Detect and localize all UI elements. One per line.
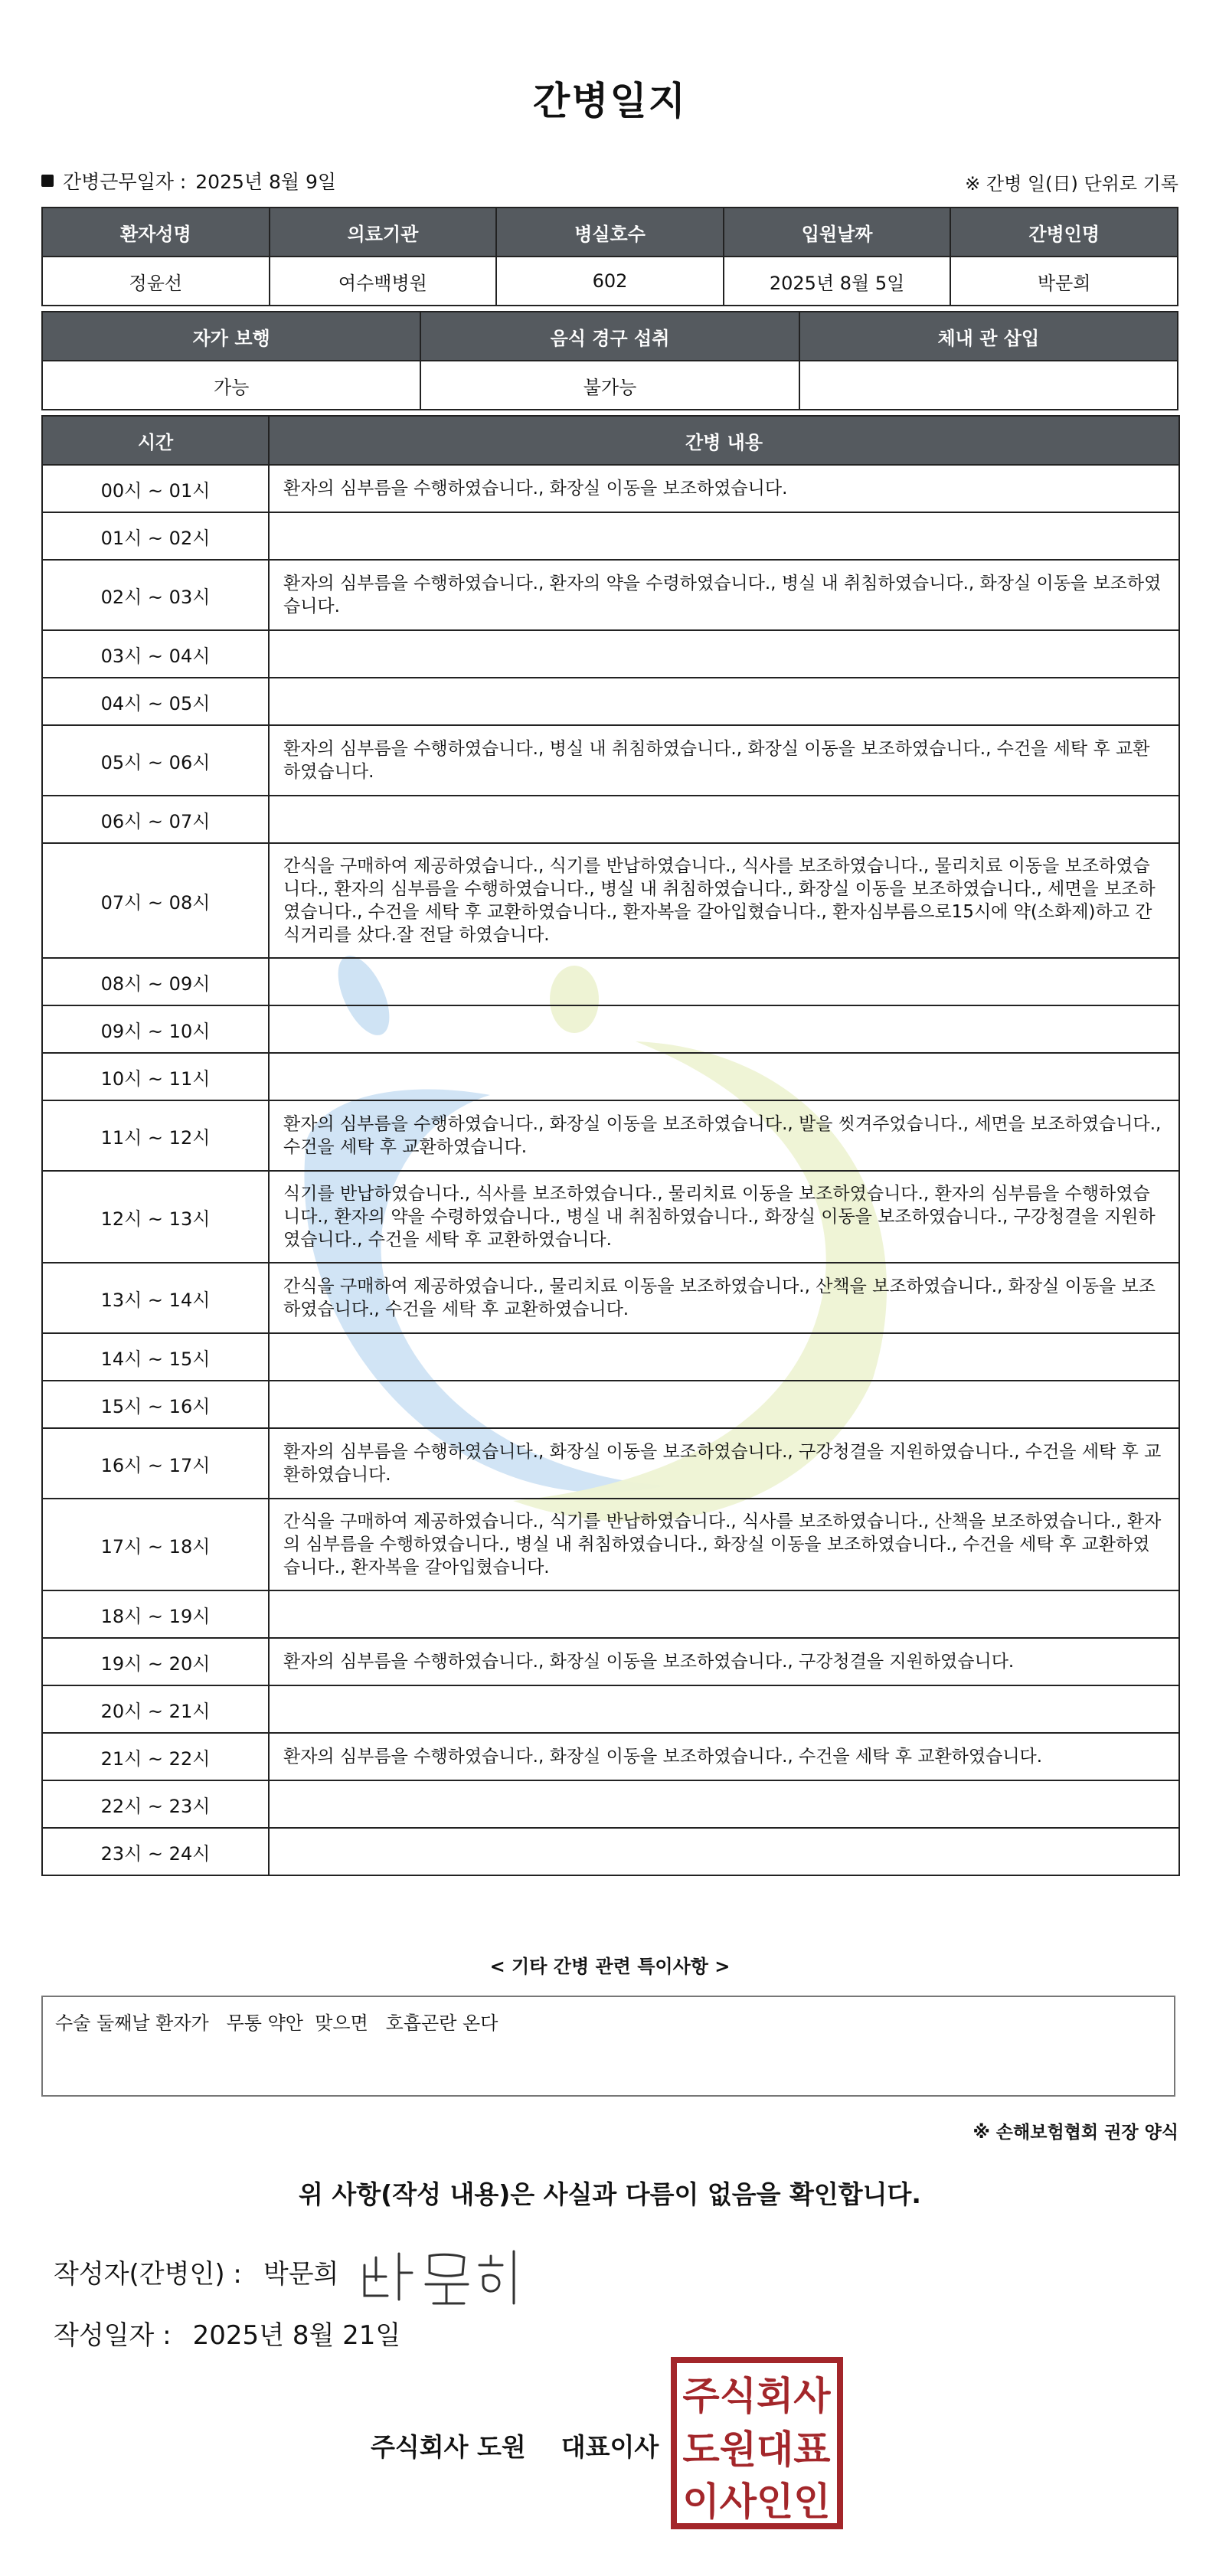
log-time: 19시 ~ 20시 [42, 1638, 269, 1685]
log-time: 18시 ~ 19시 [42, 1590, 269, 1638]
log-content: 간식을 구매하여 제공하였습니다., 식기를 반납하였습니다., 식사를 보조하였습니다., 산책을 보조하였습니다., 환자의 심부름을 수행하였습니다., 병실 내 취침하였습니다., 화장실 이동을 보조하였습니다., 수건을 세탁 후 교환하였습니다., 환자복을 갈아입혔습니다. [269, 1499, 1179, 1590]
log-content: 환자의 심부름을 수행하였습니다., 화장실 이동을 보조하였습니다. [269, 465, 1179, 512]
log-row [42, 560, 1179, 630]
log-content: 식기를 반납하였습니다., 식사를 보조하였습니다., 물리치료 이동을 보조하였습니다., 환자의 심부름을 수행하였습니다., 환자의 약을 수령하였습니다., 병실 내 취침하였습니다., 화장실 이동을 보조하였습니다., 구강청결을 지원하였습니다., 수건을 세탁 후 교환하였습니다. [269, 1171, 1179, 1263]
log-content [269, 1381, 1179, 1428]
writer-label: 작성자(간병인) : [54, 2259, 242, 2290]
log-time: 02시 ~ 03시 [42, 560, 269, 630]
written-date-label: 작성일자 : [54, 2320, 172, 2351]
special-notes-text: 수술 둘째날 환자가 무통 약안 맞으면 호흡곤란 온다 [55, 2012, 498, 2034]
special-notes-box [41, 1996, 1175, 2097]
log-time: 23시 ~ 24시 [42, 1828, 269, 1875]
svg-text:주식회사: 주식회사 [682, 2374, 831, 2418]
log-content: 환자의 심부름을 수행하였습니다., 화장실 이동을 보조하였습니다., 수건을 세탁 후 교환하였습니다. [269, 1733, 1179, 1780]
header-care-content: 간병 내용 [269, 416, 1179, 465]
log-content: 환자의 심부름을 수행하였습니다., 화장실 이동을 보조하였습니다., 구강청결을 지원하였습니다. [269, 1638, 1179, 1685]
header-tube: 체내 관 삽입 [799, 312, 1178, 361]
log-content [269, 1780, 1179, 1828]
header-admission-date: 입원날짜 [724, 208, 951, 257]
writer-name: 박문희 [263, 2259, 339, 2290]
log-content [269, 1005, 1179, 1053]
patient-info-table [41, 207, 1178, 306]
log-time: 07시 ~ 08시 [42, 843, 269, 958]
log-row [42, 843, 1179, 958]
log-content: 간식을 구매하여 제공하였습니다., 물리치료 이동을 보조하였습니다., 산책을 보조하였습니다., 화장실 이동을 보조하였습니다., 수건을 세탁 후 교환하였습니다. [269, 1263, 1179, 1333]
header-walking: 자가 보행 [42, 312, 420, 361]
log-row [42, 1100, 1179, 1171]
signature [357, 2242, 525, 2311]
room-number: 602 [496, 257, 724, 306]
log-row [42, 1590, 1179, 1638]
log-row [42, 1828, 1179, 1875]
log-row [42, 1171, 1179, 1263]
header-patient-name: 환자성명 [42, 208, 270, 257]
log-time: 14시 ~ 15시 [42, 1333, 269, 1381]
log-content [269, 1333, 1179, 1381]
header-time: 시간 [42, 416, 269, 465]
log-content [269, 512, 1179, 560]
log-content [269, 796, 1179, 843]
log-content [269, 1590, 1179, 1638]
log-time: 06시 ~ 07시 [42, 796, 269, 843]
log-row [42, 630, 1179, 678]
log-content [269, 678, 1179, 725]
log-content [269, 1685, 1179, 1733]
hospital: 여수백병원 [270, 257, 497, 306]
written-date-value: 2025년 8월 21일 [192, 2320, 401, 2351]
log-time: 08시 ~ 09시 [42, 958, 269, 1005]
log-row [42, 1005, 1179, 1053]
log-time: 17시 ~ 18시 [42, 1499, 269, 1590]
log-time: 13시 ~ 14시 [42, 1263, 269, 1333]
log-row [42, 796, 1179, 843]
log-time: 04시 ~ 05시 [42, 678, 269, 725]
special-notes-title: < 기타 간병 관련 특이사항 > [489, 1956, 731, 1977]
log-content [269, 1053, 1179, 1100]
log-content: 환자의 심부름을 수행하였습니다., 환자의 약을 수령하였습니다., 병실 내 취침하였습니다., 화장실 이동을 보조하였습니다. [269, 560, 1179, 630]
work-date-label: 간병근무일자 : [63, 171, 187, 193]
log-time: 10시 ~ 11시 [42, 1053, 269, 1100]
company-seal [671, 2357, 843, 2529]
record-note: ※ 간병 일(日) 단위로 기록 [965, 173, 1178, 195]
log-time: 21시 ~ 22시 [42, 1733, 269, 1780]
log-row [42, 1263, 1179, 1333]
caregiver-name: 박문희 [950, 257, 1178, 306]
log-content: 환자의 심부름을 수행하였습니다., 화장실 이동을 보조하였습니다., 구강청결을 지원하였습니다., 수건을 세탁 후 교환하였습니다. [269, 1428, 1179, 1499]
svg-text:이사인인: 이사인인 [682, 2480, 831, 2524]
log-row [42, 725, 1179, 796]
writer-line [54, 2253, 338, 2290]
log-content [269, 630, 1179, 678]
log-row [42, 1381, 1179, 1428]
log-row [42, 1780, 1179, 1828]
header-hospital: 의료기관 [270, 208, 497, 257]
log-time: 09시 ~ 10시 [42, 1005, 269, 1053]
work-date [41, 167, 336, 195]
log-time: 05시 ~ 06시 [42, 725, 269, 796]
ability-table [41, 311, 1178, 410]
log-content: 환자의 심부름을 수행하였습니다., 병실 내 취침하였습니다., 화장실 이동을 보조하였습니다., 수건을 세탁 후 교환하였습니다. [269, 725, 1179, 796]
header-caregiver: 간병인명 [950, 208, 1178, 257]
log-time: 16시 ~ 17시 [42, 1428, 269, 1499]
oral-intake-value: 불가능 [420, 361, 799, 410]
log-row [42, 465, 1179, 512]
walking-value: 가능 [42, 361, 420, 410]
written-date-line [54, 2314, 400, 2352]
log-time: 00시 ~ 01시 [42, 465, 269, 512]
log-content: 간식을 구매하여 제공하였습니다., 식기를 반납하였습니다., 식사를 보조하였습니다., 물리치료 이동을 보조하였습니다., 환자의 심부름을 수행하였습니다., 병실 내 취침하였습니다., 화장실 이동을 보조하였습니다., 세면을 보조하였습니다., 수건을 세탁 후 교환하였습니다., 환자복을 갈아입혔습니다., 환자심부름으로15시에 약(소화제)하고 간식거리를 샀다.잘 전달 하였습니다. [269, 843, 1179, 958]
log-content [269, 958, 1179, 1005]
log-time: 20시 ~ 21시 [42, 1685, 269, 1733]
log-row [42, 1685, 1179, 1733]
confirmation-text: 위 사항(작성 내용)은 사실과 다름이 없음을 확인합니다. [299, 2179, 921, 2209]
header-room: 병실호수 [496, 208, 724, 257]
tube-value [799, 361, 1178, 410]
log-time: 03시 ~ 04시 [42, 630, 269, 678]
page-title: 간병일지 [532, 79, 688, 123]
log-row [42, 512, 1179, 560]
log-row [42, 1053, 1179, 1100]
log-row [42, 1428, 1179, 1499]
log-time: 12시 ~ 13시 [42, 1171, 269, 1263]
log-time: 11시 ~ 12시 [42, 1100, 269, 1171]
log-time: 22시 ~ 23시 [42, 1780, 269, 1828]
square-bullet-icon [41, 175, 54, 187]
care-log-table [41, 415, 1180, 1876]
log-row [42, 958, 1179, 1005]
log-content: 환자의 심부름을 수행하였습니다., 화장실 이동을 보조하였습니다., 발을 씻겨주었습니다., 세면을 보조하였습니다., 수건을 세탁 후 교환하였습니다. [269, 1100, 1179, 1171]
svg-text:도원대표: 도원대표 [682, 2427, 831, 2472]
recommend-note: ※ 손해보험협회 권장 양식 [972, 2123, 1178, 2143]
header-oral-intake: 음식 경구 섭취 [420, 312, 799, 361]
log-time: 01시 ~ 02시 [42, 512, 269, 560]
company-name: 주식회사 도원 대표이사 [371, 2432, 659, 2462]
patient-name: 정윤선 [42, 257, 270, 306]
log-content [269, 1828, 1179, 1875]
log-time: 15시 ~ 16시 [42, 1381, 269, 1428]
log-row [42, 1499, 1179, 1590]
log-row [42, 678, 1179, 725]
admission-date: 2025년 8월 5일 [724, 257, 951, 306]
work-date-value: 2025년 8월 9일 [195, 171, 337, 193]
log-row [42, 1333, 1179, 1381]
log-row [42, 1733, 1179, 1780]
log-row [42, 1638, 1179, 1685]
